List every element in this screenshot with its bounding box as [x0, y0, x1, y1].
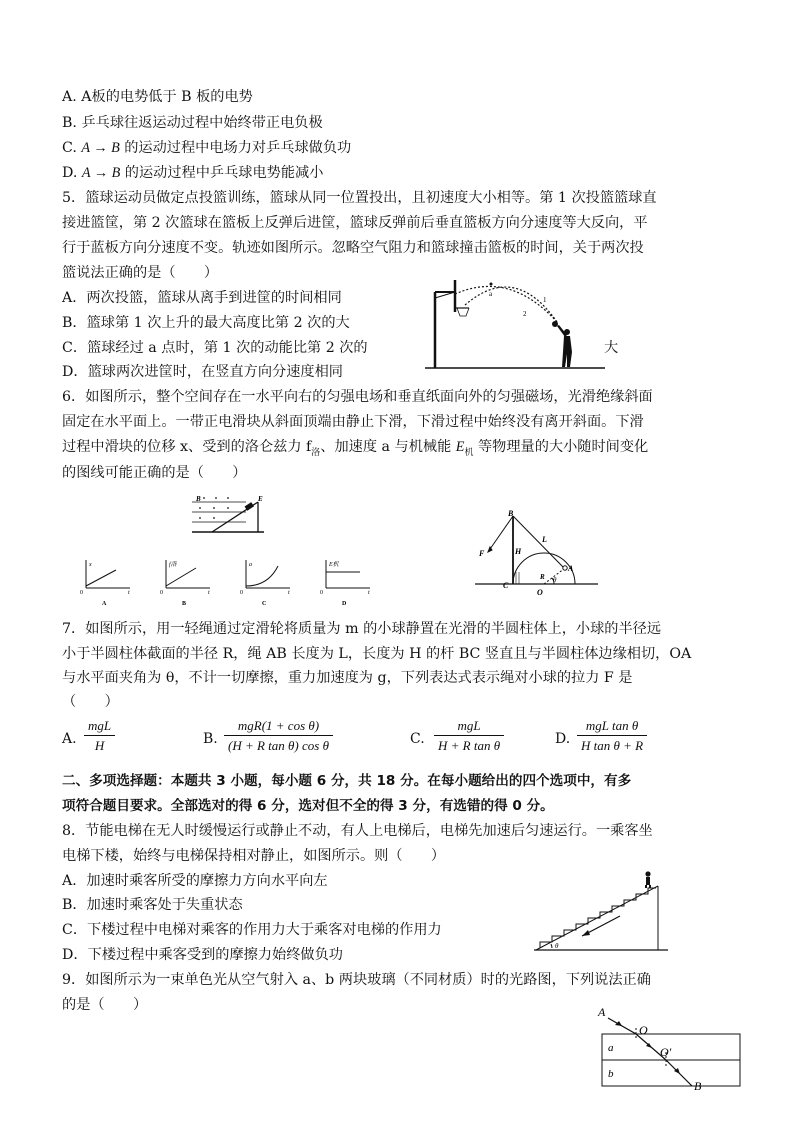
q4-option-c: [62, 138, 351, 158]
basketball-figure: [425, 272, 605, 372]
q6-stem-line-4: 的图线可能正确的是（ ）: [62, 465, 247, 481]
arrow-expression: A → B: [81, 140, 120, 156]
y-axis-label: E机: [329, 562, 339, 568]
label-a: a: [489, 290, 493, 298]
option-text: 的运动过程中电场力对乒乓球做负功: [119, 140, 352, 156]
q8-option-d: D．下楼过程中乘客受到的摩擦力始终做负功: [62, 947, 343, 963]
q6-graph-a: [76, 558, 136, 608]
label-a-point: A: [598, 1005, 606, 1019]
label-glass-a: a: [608, 1042, 614, 1054]
t-axis-label: t: [128, 590, 130, 596]
q5-option-a: A．两次投篮，篮球从离手到进筐的时间相同: [62, 290, 342, 306]
denominator: (H + R tan θ) cos θ: [228, 738, 329, 753]
graph-curve: [246, 566, 278, 586]
numerator: mgR(1 + cos θ): [224, 718, 333, 736]
label-h: H: [515, 547, 522, 556]
q7-option-b-fraction: [224, 718, 333, 754]
numerator: mgL tan θ: [577, 718, 647, 736]
q4-option-a: A. A板的电势低于 B 板的电势: [62, 89, 253, 105]
origin-label: 0: [80, 590, 83, 596]
player-silhouette: [557, 325, 572, 367]
q4-option-d: [62, 163, 323, 183]
graph-curve: [86, 570, 116, 586]
q6-stem-line-2: 固定在水平面上。一带正电滑块从斜面顶端由静止下滑，下滑过程中始终没有离开斜面。下滑: [62, 414, 644, 430]
label-2: 2: [523, 310, 527, 318]
label-r: R: [540, 573, 545, 581]
q8-option-a: A．加速时乘客所受的摩擦力方向水平向左: [62, 873, 328, 889]
q6-subscript-mech: 机: [464, 447, 474, 458]
denominator: H + R tan θ: [438, 738, 501, 753]
semicylinder-figure: [470, 508, 600, 598]
q4-option-b: B. 乒乓球往返运动过程中始终带正电负极: [62, 115, 323, 131]
label-l: L: [542, 535, 547, 544]
incline-field-figure: [188, 492, 268, 538]
q5-option-c: C．篮球经过 a 点时，第 1 次的动能比第 2 次的: [62, 340, 368, 356]
denominator: H: [94, 738, 105, 753]
y-axis-label: a: [249, 562, 252, 568]
label-o: O: [537, 588, 543, 597]
q7-stem-line-3: 与水平面夹角为 θ，不计一切摩擦，重力加速度为 g，下列表达式表示绳对小球的拉力 F 是: [62, 670, 633, 686]
label-f: F: [479, 549, 485, 558]
q5-option-d: D．篮球两次进筐时，在竖直方向分速度相同: [62, 364, 343, 380]
refraction-figure: [594, 1000, 744, 1092]
label-a: A: [568, 564, 574, 573]
q6-stem-line-1: 6．如图所示，整个空间存在一水平向右的匀强电场和垂直纸面向外的匀强磁场，光滑绝缘斜面: [62, 389, 653, 405]
q5-option-c-tail: 大: [604, 340, 619, 356]
q7-option-c-label: C.: [410, 731, 425, 747]
q6-text: 等物理量的大小随时间变化: [473, 439, 649, 455]
label-c: C: [503, 581, 509, 590]
label-glass-b: b: [608, 1068, 614, 1080]
label-1: 1: [543, 296, 547, 304]
q7-stem-line-2: 小于半圆柱体截面的半径 R，绳 AB 长度为 L，长度为 H 的杆 BC 竖直且与半圆柱体边缘相切，OA: [62, 646, 692, 662]
q5-option-b: B．篮球第 1 次上升的最大高度比第 2 次的大: [62, 315, 350, 331]
label-e-field: E: [258, 495, 263, 503]
q5-stem-line-1: 5．篮球运动员做定点投篮训练，篮球从同一位置投出，且初速度大小相等。第 1 次投篮篮球直: [62, 190, 657, 206]
graph-option-label: D: [342, 601, 347, 607]
escalator-figure: [530, 866, 670, 956]
label-b-point: B: [694, 1079, 702, 1092]
numerator: mgL: [434, 718, 504, 736]
q9-stem-line-2: 的是（ ）: [62, 997, 148, 1013]
y-axis-label: x: [89, 562, 92, 568]
label-theta: θ: [555, 942, 559, 950]
t-axis-label: t: [288, 590, 290, 596]
origin-label: 0: [240, 590, 243, 596]
q5-stem-line-4: 篮说法正确的是（ ）: [62, 265, 219, 281]
graph-option-label: B: [182, 601, 187, 607]
q7-stem-line-4: （ ）: [62, 694, 119, 710]
q6-graph-d: [316, 558, 376, 608]
arrow-expression: A → B: [81, 165, 121, 181]
q7-option-d-label: D.: [555, 731, 571, 747]
q7-option-b-label: B.: [203, 731, 218, 747]
point-a-dot: [490, 283, 493, 286]
section-2-heading-line-2: 项符合题目要求。全部选对的得 6 分，选对但不全的得 3 分，有选错的得 0 分。: [62, 798, 554, 814]
q8-stem-line-2: 电梯下楼，始终与电梯保持相对静止，如图所示。则（ ）: [62, 848, 446, 864]
option-letter: C.: [62, 140, 82, 156]
section-2-heading-line-1: 二、多项选择题：本题共 3 小题，每小题 6 分，共 18 分。在每小题给出的四个选项中，有多: [62, 773, 632, 789]
t-axis-label: t: [368, 590, 370, 596]
option-letter: D.: [62, 165, 82, 181]
q9-stem-line-1: 9．如图所示为一束单色光从空气射入 a、b 两块玻璃（不同材质）时的光路图，下列说法正确: [62, 972, 651, 988]
passenger-figure: [645, 871, 651, 888]
y-axis-label: f洛: [169, 562, 177, 568]
origin-label: 0: [320, 590, 323, 596]
q6-graph-b: [156, 558, 216, 608]
numerator: mgL: [84, 718, 115, 736]
q5-stem-line-2: 接进篮筐，第 2 次篮球在篮板上反弹后进筐，篮球反弹前后垂直篮板方向分速度等大反向，平: [62, 215, 648, 231]
q8-option-c: C．下楼过程中电梯对乘客的作用力大于乘客对电梯的作用力: [62, 922, 442, 938]
q6-graph-c: [236, 558, 296, 608]
t-axis-label: t: [208, 590, 210, 596]
q7-option-a-label: A.: [62, 731, 77, 747]
q6-stem-line-3: [62, 437, 648, 463]
q8-option-b: B．加速时乘客处于失重状态: [62, 897, 243, 913]
label-b-field: B: [196, 495, 201, 503]
q7-option-d-fraction: [577, 718, 647, 754]
q6-text: 过程中滑块的位移 x、受到的洛仑兹力 f: [62, 439, 312, 455]
label-b: B: [508, 509, 514, 518]
q7-option-c-fraction: [434, 718, 504, 754]
origin-label: 0: [160, 590, 163, 596]
q7-stem-line-1: 7．如图所示，用一轻绳通过定滑轮将质量为 m 的小球静置在光滑的半圆柱体上，小球的半径远: [62, 621, 662, 637]
q6-subscript-lorentz: 洛: [311, 447, 321, 458]
graph-option-label: C: [262, 601, 267, 607]
graph-curve: [166, 568, 196, 586]
graph-option-label: A: [102, 601, 107, 607]
option-text: 的运动过程中乒乓球电势能减小: [120, 165, 324, 181]
q5-stem-line-3: 行于蓝板方向分速度不变。轨迹如图所示。忽略空气阻力和篮球撞击篮板的时间，关于两次投: [62, 240, 644, 256]
q6-text: 、加速度 a 与机械能: [320, 439, 456, 455]
q8-stem-line-1: 8．节能电梯在无人时缓慢运行或静止不动，有人上电梯后，电梯先加速后匀速运行。一乘客坐: [62, 823, 653, 839]
q7-option-a-fraction: [84, 718, 115, 754]
label-o: O: [639, 1023, 648, 1037]
denominator: H tan θ + R: [581, 738, 644, 753]
label-theta: θ: [553, 576, 557, 584]
label-o-prime: O′: [660, 1045, 672, 1059]
q6-energy-symbol: E: [455, 439, 465, 455]
